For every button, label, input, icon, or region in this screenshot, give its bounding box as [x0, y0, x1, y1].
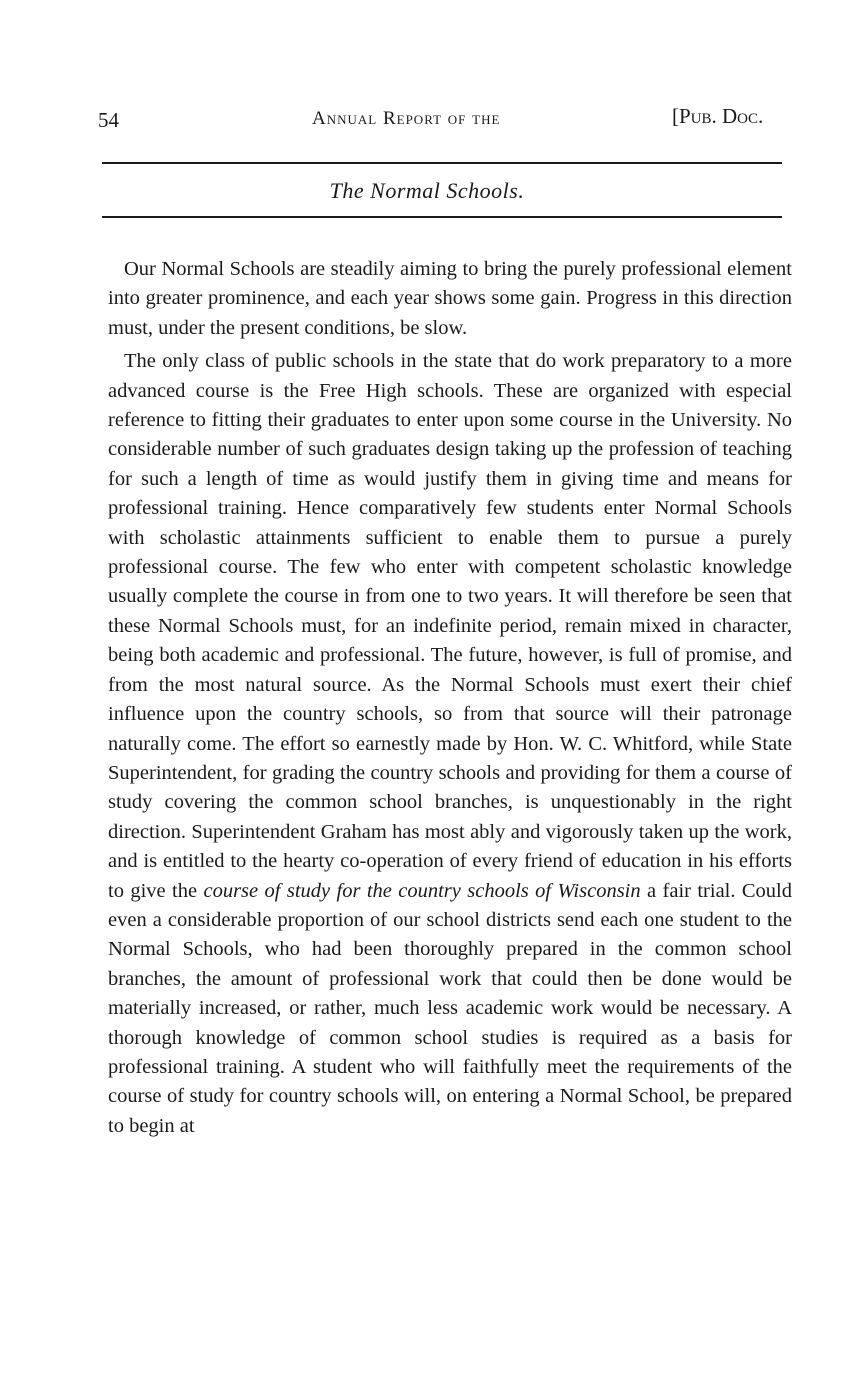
italic-course-title: course of study for the country schools of Wisconsin [203, 879, 641, 902]
document-reference: [Pub. Doc. [672, 104, 764, 128]
body-text [108, 255, 792, 1141]
top-rule [102, 162, 782, 164]
section-title: The Normal Schools. [329, 178, 525, 203]
paragraph-2 [108, 347, 792, 1141]
paragraph-1: Our Normal Schools are steadily aiming to bring the purely professional element into greater prominence, and each year shows some gain. Progress in this direction must, under the present conditions, be slow. [108, 258, 792, 339]
running-title: Annual Report of the [312, 108, 501, 129]
page-number: 54 [98, 108, 119, 132]
paragraph-2-start: The only class of public schools in the state that do work preparatory to a more advanced course is the Free High schools. These are organized with especial reference to fitting their graduates to enter upon some course in the University. No considerable number of such graduates design taking up the profession of teaching for such a length of time as would justify them in giving time and means for professional training. Hence comparatively few students enter Normal Schools with scholastic attainments sufficient to enable them to pursue a purely professional course. The few who enter with competent scholastic knowledge usually complete the course in from one to two years. It will therefore be seen that these Normal Schools must, for an indefinite period, remain mixed in character, being both academic and professional. The future, however, is full of promise, and from the most natural source. As the Normal Schools must exert their chief influence upon the country schools, so from that source will their patronage naturally come. The effort so earnestly made by Hon. W. C. Whitford, while State Superintendent, for grading the country schools and providing for them a course of study covering the common school branches, is unquestionably in the right direction. Superintendent Graham has most ably and vigorously taken up the work, and is entitled to the hearty co-operation of every friend of education in his efforts to give the [108, 350, 792, 902]
paragraph-2-end: a fair trial. Could even a considerable proportion of our school districts send each one student to the Normal Schools, who had been thoroughly prepared in the common school branches, the amount of professional work that could then be done would be materially increased, or rather, much less academic work would be necessary. A thorough knowledge of common school studies is required as a basis for professional training. A student who will faithfully meet the requirements of the course of study for country schools will, on entering a Normal School, be prepared to begin at [108, 879, 793, 1137]
page-header [0, 104, 854, 138]
bottom-rule [102, 216, 782, 218]
